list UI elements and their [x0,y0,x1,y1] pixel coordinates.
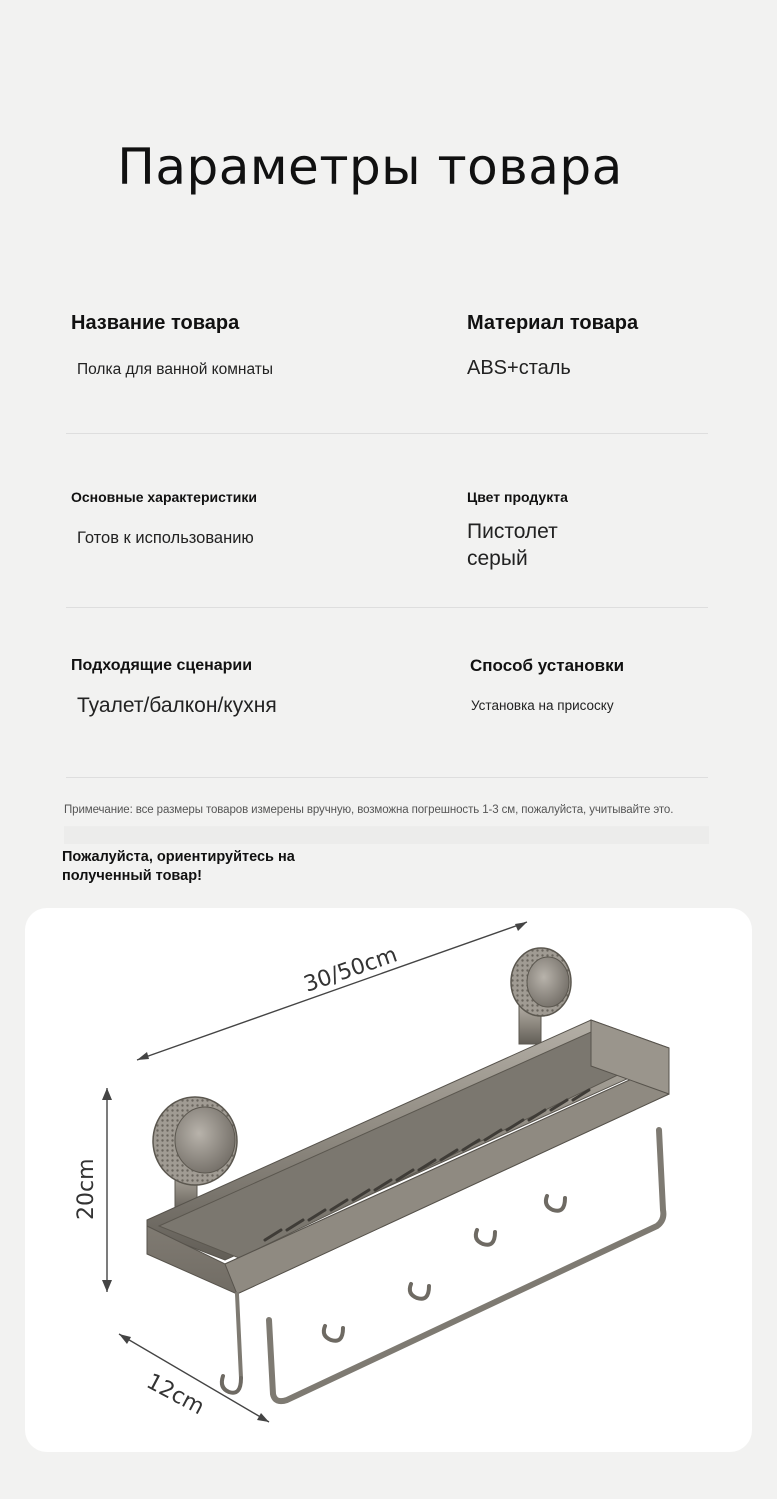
param-label-install: Способ установки [470,656,625,675]
depth-label: 12cm [142,1369,209,1421]
height-dimension [74,1088,112,1292]
param-value-name: Полка для ванной комнаты [77,361,273,378]
param-label-name: Название товара [71,312,240,334]
reference-note: Пожалуйста, ориентируйтесь на полученный товар! [62,849,295,884]
divider [66,777,708,778]
depth-dimension [119,1334,269,1422]
shelf-illustration [25,908,752,1452]
measurement-note: Примечание: все размеры товаров измерены вручную, возможна погрешность 1-3 см, пожалуйста, учитывайте это. [64,804,709,844]
param-label-scenarios: Подходящие сценарии [71,657,253,674]
divider [66,607,708,608]
suction-cup-right [511,948,571,1044]
width-dimension [137,922,527,1060]
param-value-install: Установка на присоску [471,698,614,713]
param-value-color: Пистолет серый [467,520,558,570]
width-label: 30/50cm [300,942,401,998]
param-value-scenarios: Туалет/балкон/кухня [77,694,277,717]
divider [66,433,708,434]
param-label-features: Основные характеристики [71,489,257,505]
page-title: Параметры товара [117,138,623,196]
product-image-card [25,908,752,1452]
param-label-material: Материал товара [467,312,639,334]
height-label: 20cm [74,1158,99,1220]
param-value-features: Готов к использованию [77,529,254,547]
param-value-material: ABS+сталь [467,357,571,379]
param-label-color: Цвет продукта [467,489,568,505]
